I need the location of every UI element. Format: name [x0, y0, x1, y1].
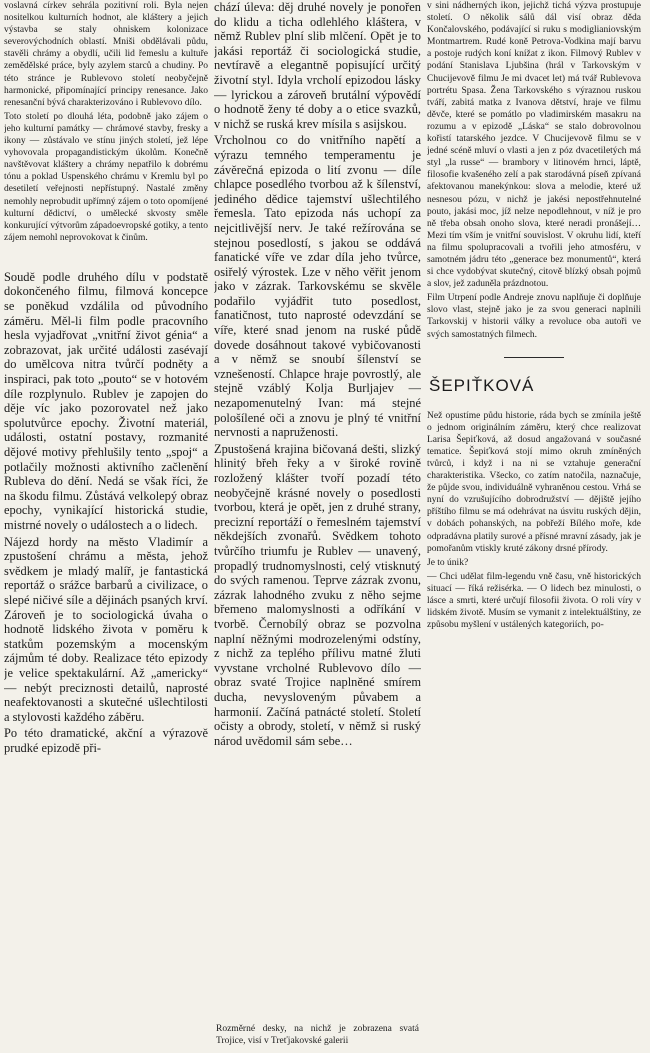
- paragraph: Než opustíme půdu historie, ráda bych se zmínila ještě o jednom originálním záměru, který chce realizovat Larisa Šepiťková, až dosud angažovaná v současné tematice. Šepiťková stojí mimo okruh zmíněných tvůrců, i když i na ni se vztahuje generační charakteristika. Všecko, co zatím natočila, naznačuje, že půjde svou, individuálně vyhraněnou cestou. Vrhá se nyní do vzrušujícího dobrodružství — dějiště jejího příštího filmu se má odehrávat na úsvitu ruských dějin, v dobách pohanských, na pobřeží Bílého moře, kde odpradávna platily surové a přísné mravní zásady, jak je pomořanům vtiskly kruté zákony drsné přírody.: [427, 410, 641, 554]
- paragraph: Toto století po dlouhá léta, podobně jako zájem o jeho kulturní památky — chrámové stavby, fresky a ikony — zůstávalo ve stínu jiných století, jež lépe vyhovovala propagandistickým úkolům. Konečně navštěvovat kláštery a chrámy nepatřilo k dobrému tónu a poklad Uspenského chrámu v Kremlu byl po desetiletí veřejnosti nepřístupný. Nastalé změny nemohly neprobudit upřímný zájem o toto opomíjené kulturní dědictví, o umělecké skvosty směle konkurující výtvorům západoevropské gotiky, a tento zájem nemohl neprovokovat k činům.: [4, 111, 208, 243]
- paragraph: Po této dramatické, akční a výrazově prudké epizodě při-: [4, 726, 208, 755]
- section-heading: ŠEPIŤKOVÁ: [429, 375, 535, 395]
- paragraph: Soudě podle druhého dílu v podstatě dokončeného filmu, filmová koncepce se poněkud vzdálila od původního záměru. Měl-li film podle pracovního hesla vyjadřovat „vnitřní život génia“ a zobrazovat, jak určité události zasévají do umělcova nitra tvůrčí podněty a inspiraci, pak toto „pouto“ se v hotovém díle rozplynulo. Rublev je zapojen do děje víc jako pozorovatel než jako spolutvůrce epochy. Životní materiál, události, ostatní postavy, rozmanité dějové motivy přehlušily tento „spoj“ a potlačily možnosti aktivního začlenění Rubleva do dění. Nedá se však říci, že na škodu filmu. Zůstává velkolepý obraz epochy, vynikající historická studie, mistrné novely o událostech a o lidech.: [4, 269, 208, 532]
- paragraph: Nájezd hordy na město Vladimír a zpustošení chrámu a města, jehož svědkem je mladý malíř, je fantastická reportáž o srážce barbarů a civilizace, o slepé ničivé síle a dějinách psaných krví. Zároveň je to sociologická úvaha o hodnotě lidského života v poměru k statkům pozemským a mocenským zájmům té doby. Realizace této epizody je velice spektakulární. Až „americky“ — nebýt preciznosti detailů, naprosté neafektovanosti a skutečné ušlechtilosti a stylovosti každého záběru.: [4, 534, 208, 724]
- paragraph: voslavná církev sehrála pozitivní roli. Byla nejen nositelkou kulturních hodnot, ale kláštery a jejich výstavba se staly ohniskem kolonizace severovýchodních oblastí. Mniši obdělávali půdu, stavěli chrámy a obydlí, učili lid řemeslu a kultuře zemědělské práce, byly azylem starců a chudiny. Po této stránce je Rublevovo století neobyčejně harmonické, připomínající principy renesance. Jako renesanční bývá charakterizováno i Rublevovo dílo.: [4, 1, 208, 108]
- image-caption: Rozměrné desky, na nichž je zobrazena svatá Trojice, visí v Treťjakovské galerii: [216, 1023, 419, 1046]
- paragraph: — Chci udělat film-legendu vně času, vně historických situací — říká režisérka. — O lidech bez minulosti, o lásce a smrti, které určují filosofii života. O roli víry v lidském životě. Musím se vymanit z intelektuálštiny, ze způsobu myšlení v ustálených kategoriích, po-: [427, 571, 641, 631]
- column-left: [4, 0, 208, 1053]
- column-middle: [214, 0, 421, 1053]
- column-gap: [4, 246, 208, 270]
- paragraph: chází úleva: děj druhé novely je ponořen do klidu a ticha odlehlého kláštera, v němž Rublev plní slib mlčení. Opět je to jakási reportáž či sociologická studie, nevtíravě a elegantně popisující určitý životní styl. Idyla vrcholí epizodou lásky — lyrickou a zároveň brutální výpovědí o hodnotě ženy té doby a o etice svazků, v nichž se ruská krev mísila s asijskou.: [214, 0, 421, 131]
- paragraph: Zpustošená krajina bičovaná dešti, slizký hlinitý břeh řeky a v široké rovině rozložený klášter tvoří pozadí této neobyčejně krásné novely o posedlosti tvorbou, která je opět, jen z druhé strany, precizní reportáží o řemeslném tajemství někdejších zvonařů. Svědkem tohoto tvůrčího triumfu je Rublev — unavený, propadlý trudnomyslnosti, celý vtisknutý do svých ramenou. Teprve zázrak zvonu, zázrak lahodného zvuku z něho sejme břemeno malomyslnosti a odříkání v tvorbě. Černobílý obraz se pozvolna naplní něžnými modrozelenými odstíny, z nichž za teplého přílivu matné žluti vyvstane vrcholné Rublevovo dílo — obraz svaté Trojice naplněné smírem ducha, nevysloveným půvabem a harmonií. Začíná patnácté století. Století očisty a obrody, století, v němž si ruský národ uvědomil sám sebe…: [214, 441, 421, 748]
- paragraph: Je to únik?: [427, 557, 469, 568]
- paragraph: v sini nádherných ikon, jejichž tichá výzva prostupuje století. O několik sálů dál visí obraz děda Končalovského, podávající si ruku s modiglianiovským Montmartrem. Rudé koně Petrova-Vodkina mají barvu a postoje rudých koní knížat z ikon. Filmový Rublev v podání Stanislava Ljubšina (hrál v Tarkovským v Chucijevově filmu Je mi dvacet let) má tvář Rublevova portrétu Spasa. Žena Tarkovského s výraznou ruskou tváří, zabitá matka z Ivanova dětství, hraje ve filmu děvče, které se pomátlo po vladimirském masakru na rozumu a v epizodě „Láska“ se stalo dobrovolnou kořistí tatarského jezdce. V Chucijevově filmu se v jedné scéně mluví o vlasti a jen z póz dvacetiletých má styl „la russe“ — brambory v litinovém hrnci, láptě, filosofie kvašeného zelí a pak starodávná píseň zpívaná afektovanou manekýnkou: slova a melodie, které už nesnesou pózu, v nichž je jakési nepostřehnutelné pouto, jakási moc, jíž nelze nepodlehnout, v níž je pro ně třeba obsah onoho slova, které neradi pronášejí… Mezi tím vším je vnitřní souvislost. V okruhu lidí, kteří na filmu spolupracovali a tvořili jeho atmosféru, v samotném jádru této „generace bez monumentů“, která si chce vydobývat skutečný, citově blízký obsah pojmů a slov, jež zaduněla prázdnotou.: [427, 1, 641, 290]
- paragraph: Film Utrpení podle Andreje znovu naplňuje či doplňuje slovo vlast, stejně jako je za svou generaci naplnili Tarkovskij v historii války a revoluce oba autoři ve svých samostatných filmech.: [427, 293, 641, 340]
- column-right: [427, 0, 641, 1053]
- paragraph: Vrcholnou co do vnitřního napětí a výrazu temného temperamentu je závěrečná epizoda o lití zvonu — díle chlapce posedlého tvorbou až k šílenství, jediného dědice tajemství ušlechtilého řemesla. Tato epizoda nás uchopí za nejcitlivější nerv. Je také režírována se stejnou posedlostí, s jakou se oddává fanatické víře ve zdar díla jeho tvůrce, osiřelý výrostek. Lze v něho věřit jenom jako v zázrak. Tarkovskému se skvěle podařilo vyjádřit tuto posedlost, fanatičnost, tuto naprosté odevzdání se víře, které snad jenom na ruské půdě dovede dosáhnout takové vybičovanosti a v němž se snoubí šílenství se vznešeností. Chlapce hraje povrostlý, ale stejně vzáblý Kolja Burljajev — nezapomenutelný Ivan: má stejné pološílené oči a znovu je plný té vnitřní nervnosti a napruženosti.: [214, 133, 421, 440]
- section-divider: [504, 357, 564, 358]
